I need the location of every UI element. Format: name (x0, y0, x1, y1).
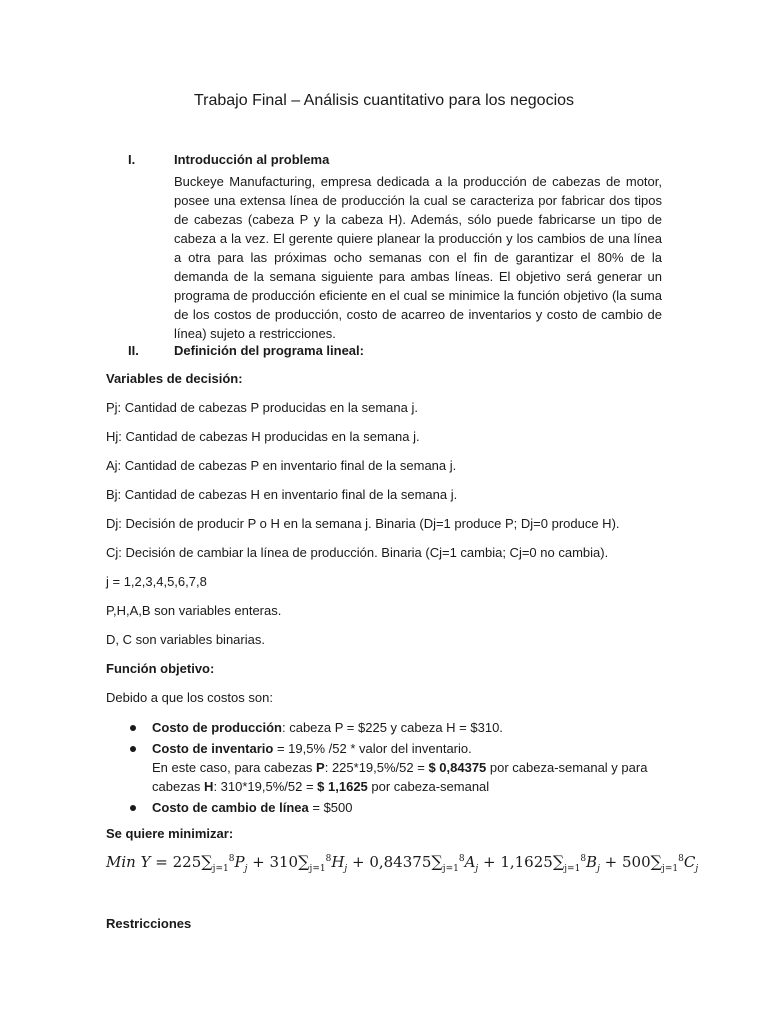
sum-lower: j=1 (564, 864, 581, 874)
bullet-label: Costo de inventario (152, 741, 274, 756)
variable-item: Aj: Cantidad de cabezas P en inventario final de la semana j. (106, 458, 457, 473)
sum-upper: 8 (580, 854, 587, 864)
sum-upper: 8 (325, 854, 332, 864)
formula-index: j (244, 864, 248, 874)
minimize-heading: Se quiere minimizar: (106, 826, 234, 841)
section-2-heading: Definición del programa lineal: (174, 343, 364, 358)
bullet-label: Costo de cambio de línea (152, 800, 309, 815)
formula-coefficient: 310 (269, 853, 299, 871)
bullet-text: : 310*19,5%/52 = (213, 779, 318, 794)
index-range: j = 1,2,3,4,5,6,7,8 (106, 574, 207, 589)
formula-index: j (344, 864, 348, 874)
section-1-heading: Introducción al problema (174, 152, 330, 167)
cost-bullet (106, 739, 666, 796)
bullet-value: $ 1,1625 (317, 779, 368, 794)
bullet-label: Costo de producción (152, 720, 282, 735)
sum-symbol-icon: ∑ (201, 852, 213, 871)
sum-symbol-icon: ∑ (431, 852, 443, 871)
cost-bullet (106, 718, 666, 737)
bullet-text: P (316, 760, 325, 775)
formula-index: j (597, 864, 600, 874)
restrictions-heading: Restricciones (106, 916, 192, 931)
bullet-text: por cabeza-semanal (367, 779, 490, 794)
sum-upper: 8 (458, 854, 465, 864)
formula-coefficient: 1,1625 (500, 853, 553, 871)
formula-index: j (695, 864, 699, 874)
bullet-text: = $500 (308, 800, 353, 815)
section-2-numeral: II. (128, 343, 139, 358)
formula-variable: P (234, 853, 245, 871)
variable-item: Cj: Decisión de cambiar la línea de producción. Binaria (Cj=1 cambia; Cj=0 no cambia). (106, 545, 609, 560)
sum-lower: j=1 (309, 864, 326, 874)
section-1-body: Buckeye Manufacturing, empresa dedicada a la producción de cabezas de motor, posee una extensa línea de producción la cual se caracteriza por fabricar dos tipos de cabezas (cabeza P y la cabeza H). Además, sólo puede fabricarse un tipo de cabeza a la vez. El gerente quiere planear la producción y los cambios de una línea a otra para las próximas ocho semanas con el fin de garantizar el 80% de la demanda de la semana siguiente para ambas líneas. El objetivo será generar un programa de producción eficiente en el cual se minimice la función objetivo (la suma de los costos de producción, costo de acarreo de inventarios y costo de cambio de línea) sujeto a restricciones. (174, 174, 662, 341)
formula-lhs: Min Y (106, 853, 151, 871)
formula-equals: = (150, 853, 173, 871)
bullet-text: : 225*19,5%/52 = (324, 760, 429, 775)
formula-variable: C (683, 853, 696, 871)
sum-symbol-icon: ∑ (298, 852, 310, 871)
formula-coefficient: 500 (621, 853, 651, 871)
formula-variable: H (331, 853, 345, 871)
bullet-value: $ 0,84375 (428, 760, 487, 775)
formula-index: j (475, 864, 479, 874)
sum-lower: j=1 (442, 864, 459, 874)
sum-lower: j=1 (212, 864, 229, 874)
sum-upper: 8 (228, 854, 235, 864)
sum-lower: j=1 (662, 864, 679, 874)
integer-variables-note: P,H,A,B son variables enteras. (106, 603, 282, 618)
formula-coefficient: 225 (172, 853, 202, 871)
bullet-dot-icon (130, 725, 136, 731)
bullet-text: = 19,5% /52 * valor del inventario. (273, 741, 472, 756)
bullet-dot-icon (130, 805, 136, 811)
sum-symbol-icon: ∑ (552, 852, 565, 871)
variables-heading: Variables de decisión: (106, 371, 243, 386)
variable-item: Bj: Cantidad de cabezas H en inventario final de la semana j. (106, 487, 458, 502)
sum-upper: 8 (678, 854, 684, 864)
variable-item: Pj: Cantidad de cabezas P producidas en la semana j. (106, 400, 418, 415)
variable-item: Hj: Cantidad de cabezas H producidas en la semana j. (106, 429, 420, 444)
formula-variable: A (464, 853, 476, 871)
cost-bullet-list (106, 718, 666, 817)
cost-bullet (106, 798, 666, 817)
section-1-numeral: I. (128, 152, 136, 167)
binary-variables-note: D, C son variables binarias. (106, 632, 265, 647)
bullet-text: En este caso, para cabezas (152, 760, 317, 775)
objective-formula: Min $Y = 225\sum_{j=1}^8P_j + 310\sum_{j=1}^8H_j + 0,84375\sum_{j=1}^8A_j + 1,1625\sum_{j=1}^8B_j + 500\sum_{j=1}^8C_j$ (106, 852, 699, 874)
bullet-text: : cabeza P = $225 y cabeza H = $310. (282, 720, 503, 735)
bullet-text: cabezas (152, 779, 205, 794)
objective-heading: Función objetivo: (106, 661, 215, 676)
bullet-dot-icon (130, 746, 136, 752)
sum-symbol-icon: ∑ (650, 852, 663, 871)
document-title: Trabajo Final – Análisis cuantitativo para los negocios (193, 92, 575, 109)
variable-item: Dj: Decisión de producir P o H en la semana j. Binaria (Dj=1 produce P; Dj=0 produce H). (106, 516, 620, 531)
bullet-text: H (204, 779, 214, 794)
formula-variable: B (586, 853, 598, 871)
bullet-text: por cabeza-semanal y para (486, 760, 648, 775)
costs-intro: Debido a que los costos son: (106, 690, 273, 705)
formula-coefficient: 0,84375 (369, 853, 432, 871)
